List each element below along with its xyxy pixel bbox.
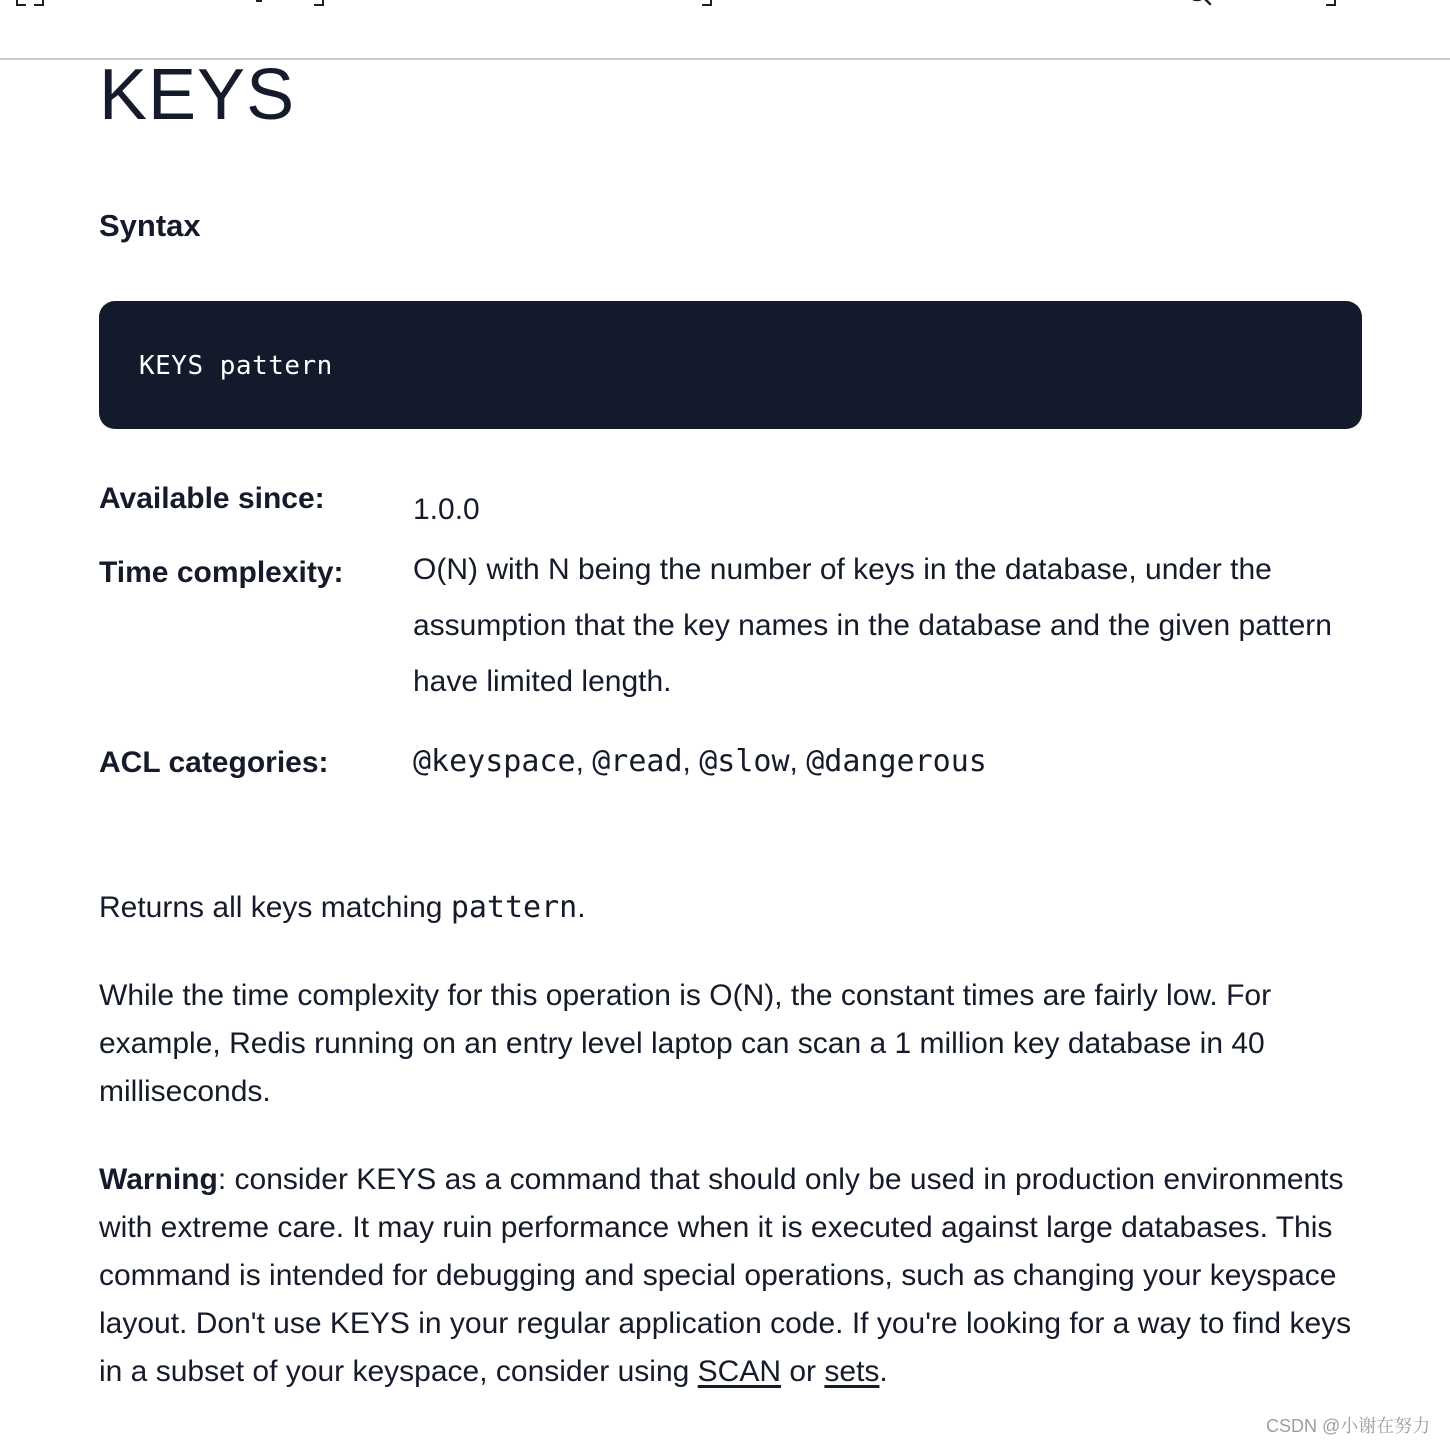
acl-separator: ,: [575, 745, 593, 778]
nav-glyph-fragment: [16, 0, 26, 6]
warning-text: : consider KEYS as a command that should only be used in production environments with extreme care. It may ruin performance when it is executed against large databases. This command is intended for debugging and special operations, such as changing your keyspace layout. Don't use KEYS in your regular application code. If you're looking for a way to find keys in a subset of your keyspace, consider using: [99, 1163, 1352, 1388]
search-icon[interactable]: [1186, 0, 1212, 6]
sets-link[interactable]: sets: [824, 1355, 880, 1388]
acl-category: @dangerous: [806, 744, 987, 779]
description-paragraph-1: [99, 884, 1362, 932]
warning-label: Warning: [99, 1163, 218, 1196]
time-complexity-label: Time complexity:: [99, 556, 344, 589]
acl-separator: ,: [682, 745, 700, 778]
acl-categories-list: [413, 734, 1353, 790]
nav-glyph-fragment: [256, 0, 262, 2]
acl-category: @keyspace: [413, 744, 576, 779]
nav-glyph-fragment: [1326, 0, 1336, 6]
top-navigation-bar: [0, 0, 1450, 60]
p1-prefix: Returns all keys matching: [99, 891, 451, 924]
syntax-heading: Syntax: [99, 208, 201, 243]
page-title: KEYS: [99, 55, 296, 135]
time-complexity-value: O(N) with N being the number of keys in the database, under the assumption that the key names in the database and the given pattern have limited length.: [413, 553, 1332, 698]
acl-separator: ,: [789, 745, 807, 778]
syntax-code-block: [99, 301, 1362, 429]
description-paragraph-2: While the time complexity for this operation is O(N), the constant times are fairly low. For example, Redis running on an entry level laptop can scan a 1 million key database in 40 milliseconds.: [99, 979, 1272, 1108]
syntax-code: KEYS pattern: [139, 351, 333, 381]
warning-end: .: [879, 1355, 888, 1388]
nav-glyph-fragment: [702, 0, 712, 6]
available-since-label: Available since:: [99, 482, 325, 515]
nav-glyph-fragment: [314, 0, 324, 6]
watermark: CSDN @小谢在努力: [1266, 1416, 1431, 1436]
acl-categories-label: ACL categories:: [99, 746, 329, 779]
p1-suffix: .: [577, 891, 586, 924]
warning-paragraph: [99, 1156, 1362, 1396]
nav-glyph-fragment: [34, 0, 44, 6]
scan-link[interactable]: SCAN: [697, 1355, 782, 1388]
p1-inline-code: pattern: [450, 890, 578, 925]
available-since-value: 1.0.0: [413, 493, 480, 526]
acl-category: @slow: [699, 744, 790, 779]
acl-category: @read: [592, 744, 683, 779]
or-text: or: [781, 1355, 825, 1388]
